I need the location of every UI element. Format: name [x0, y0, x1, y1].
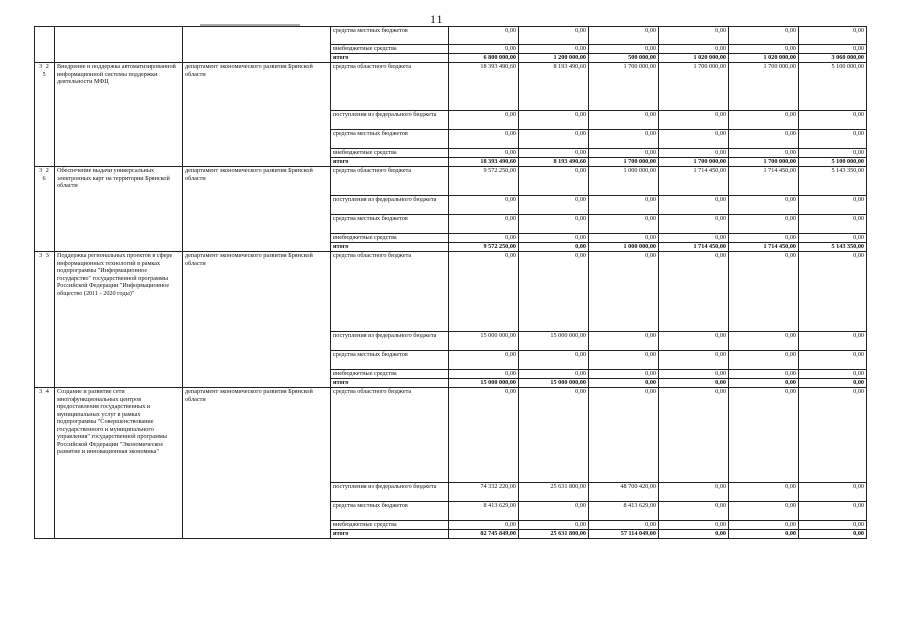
table-row — [35, 388, 867, 483]
amount-cell: 0,00 — [729, 215, 799, 234]
amount-cell: 0,00 — [799, 370, 867, 379]
amount-cell: 0,00 — [449, 196, 519, 215]
amount-cell: 0,00 — [659, 351, 729, 370]
amount-cell: 0,00 — [519, 502, 589, 521]
funding-source-cell: итого — [331, 54, 449, 63]
funding-source-cell: поступления из федерального бюджета — [331, 196, 449, 215]
amount-cell: 0,00 — [449, 149, 519, 158]
amount-cell: 0,00 — [729, 388, 799, 483]
amount-cell: 0,00 — [799, 388, 867, 483]
amount-cell: 0,00 — [449, 111, 519, 130]
amount-cell: 0,00 — [729, 252, 799, 332]
amount-cell: 0,00 — [589, 27, 659, 45]
amount-cell: 15 000 000,00 — [449, 332, 519, 351]
amount-cell: 0,00 — [729, 45, 799, 54]
item-code-cell — [35, 27, 55, 63]
amount-cell: 0,00 — [449, 234, 519, 243]
amount-cell: 0,00 — [519, 45, 589, 54]
funding-source-cell: средства областного бюджета — [331, 252, 449, 332]
table-row — [35, 167, 867, 196]
amount-cell: 0,00 — [449, 27, 519, 45]
amount-cell: 18 393 490,60 — [449, 63, 519, 111]
amount-cell: 1 714 450,00 — [729, 243, 799, 252]
amount-cell: 0,00 — [799, 530, 867, 539]
page-number: 11 — [430, 12, 444, 26]
amount-cell: 48 700 420,00 — [589, 483, 659, 502]
funding-source-cell: средства областного бюджета — [331, 167, 449, 196]
amount-cell: 0,00 — [659, 530, 729, 539]
amount-cell: 5 100 000,00 — [799, 158, 867, 167]
amount-cell: 0,00 — [519, 234, 589, 243]
funding-source-cell: внебюджетные средства — [331, 234, 449, 243]
executor-cell: департамент экономического развития Брянской области — [183, 252, 331, 388]
amount-cell: 5 100 000,00 — [799, 63, 867, 111]
amount-cell: 0,00 — [799, 332, 867, 351]
amount-cell: 0,00 — [589, 521, 659, 530]
amount-cell: 0,00 — [729, 370, 799, 379]
amount-cell: 1 700 000,00 — [659, 63, 729, 111]
executor-cell: департамент экономического развития Брянской области — [183, 388, 331, 539]
amount-cell: 0,00 — [449, 351, 519, 370]
amount-cell: 0,00 — [799, 379, 867, 388]
amount-cell: 0,00 — [729, 521, 799, 530]
amount-cell: 0,00 — [729, 379, 799, 388]
amount-cell: 0,00 — [729, 530, 799, 539]
funding-source-cell: итого — [331, 379, 449, 388]
amount-cell: 0,00 — [449, 130, 519, 149]
amount-cell: 1 020 000,00 — [659, 54, 729, 63]
executor-cell: департамент экономического развития Брянской области — [183, 167, 331, 252]
amount-cell: 0,00 — [799, 483, 867, 502]
amount-cell: 0,00 — [729, 111, 799, 130]
amount-cell: 0,00 — [449, 370, 519, 379]
amount-cell: 0,00 — [729, 332, 799, 351]
amount-cell: 0,00 — [519, 252, 589, 332]
amount-cell: 0,00 — [659, 234, 729, 243]
funding-source-cell: средства местных бюджетов — [331, 351, 449, 370]
amount-cell: 0,00 — [449, 388, 519, 483]
amount-cell: 0,00 — [659, 502, 729, 521]
amount-cell: 0,00 — [659, 45, 729, 54]
amount-cell: 1 200 000,00 — [519, 54, 589, 63]
amount-cell: 6 800 000,00 — [449, 54, 519, 63]
funding-source-cell: средства областного бюджета — [331, 63, 449, 111]
executor-cell: департамент экономического развития Брянской области — [183, 63, 331, 167]
amount-cell: 0,00 — [659, 370, 729, 379]
amount-cell: 0,00 — [519, 351, 589, 370]
amount-cell: 0,00 — [729, 483, 799, 502]
amount-cell: 0,00 — [519, 27, 589, 45]
amount-cell: 0,00 — [589, 130, 659, 149]
amount-cell: 1 714 450,00 — [729, 167, 799, 196]
amount-cell: 0,00 — [519, 111, 589, 130]
amount-cell: 0,00 — [729, 234, 799, 243]
table-row — [35, 252, 867, 332]
amount-cell: 0,00 — [519, 196, 589, 215]
amount-cell: 0,00 — [659, 252, 729, 332]
amount-cell: 82 745 849,00 — [449, 530, 519, 539]
amount-cell: 0,00 — [519, 370, 589, 379]
amount-cell: 0,00 — [799, 234, 867, 243]
amount-cell: 0,00 — [589, 370, 659, 379]
item-code-cell: 3 2 6 — [35, 167, 55, 252]
amount-cell: 0,00 — [659, 111, 729, 130]
amount-cell: 0,00 — [589, 196, 659, 215]
funding-source-cell: поступления из федерального бюджета — [331, 483, 449, 502]
amount-cell: 0,00 — [519, 130, 589, 149]
amount-cell: 0,00 — [799, 521, 867, 530]
amount-cell: 15 000 000,00 — [519, 332, 589, 351]
amount-cell: 0,00 — [799, 351, 867, 370]
item-name-cell: Внедрение и поддержка автоматизированной информационной системы поддержки деятельности МФЦ — [55, 63, 183, 167]
amount-cell: 0,00 — [519, 521, 589, 530]
amount-cell: 0,00 — [729, 130, 799, 149]
amount-cell: 0,00 — [519, 388, 589, 483]
amount-cell: 0,00 — [659, 379, 729, 388]
amount-cell: 0,00 — [589, 215, 659, 234]
item-code-cell: 3 4 — [35, 388, 55, 539]
funding-source-cell: средства местных бюджетов — [331, 502, 449, 521]
amount-cell: 0,00 — [589, 252, 659, 332]
amount-cell: 25 631 800,00 — [519, 483, 589, 502]
funding-source-cell: внебюджетные средства — [331, 521, 449, 530]
amount-cell: 1 714 450,00 — [659, 167, 729, 196]
amount-cell: 0,00 — [659, 215, 729, 234]
amount-cell: 500 000,00 — [589, 54, 659, 63]
amount-cell: 0,00 — [799, 252, 867, 332]
amount-cell: 0,00 — [589, 332, 659, 351]
amount-cell: 1 700 000,00 — [589, 63, 659, 111]
amount-cell: 0,00 — [589, 379, 659, 388]
amount-cell: 74 332 220,00 — [449, 483, 519, 502]
amount-cell: 0,00 — [449, 215, 519, 234]
funding-source-cell: внебюджетные средства — [331, 370, 449, 379]
amount-cell: 0,00 — [519, 149, 589, 158]
amount-cell: 0,00 — [519, 215, 589, 234]
amount-cell: 0,00 — [659, 332, 729, 351]
funding-source-cell: средства областного бюджета — [331, 388, 449, 483]
amount-cell: 0,00 — [589, 45, 659, 54]
funding-source-cell: итого — [331, 243, 449, 252]
amount-cell: 8 413 629,00 — [589, 502, 659, 521]
funding-source-cell: итого — [331, 158, 449, 167]
amount-cell: 0,00 — [729, 502, 799, 521]
amount-cell: 5 143 350,00 — [799, 243, 867, 252]
amount-cell: 0,00 — [449, 521, 519, 530]
amount-cell: 0,00 — [659, 483, 729, 502]
item-code-cell: 3 3 — [35, 252, 55, 388]
amount-cell: 57 114 049,00 — [589, 530, 659, 539]
amount-cell: 0,00 — [729, 27, 799, 45]
amount-cell: 0,00 — [589, 111, 659, 130]
amount-cell: 15 000 000,00 — [449, 379, 519, 388]
funding-source-cell: поступления из федерального бюджета — [331, 111, 449, 130]
amount-cell: 8 193 490,60 — [519, 63, 589, 111]
amount-cell: 0,00 — [659, 388, 729, 483]
amount-cell: 0,00 — [659, 521, 729, 530]
item-name-cell: Обеспечение выдачи универсальных электронных карт на территории Брянской области — [55, 167, 183, 252]
amount-cell: 0,00 — [799, 149, 867, 158]
amount-cell: 25 631 800,00 — [519, 530, 589, 539]
amount-cell: 0,00 — [519, 167, 589, 196]
amount-cell: 8 413 629,00 — [449, 502, 519, 521]
amount-cell: 8 193 490,60 — [519, 158, 589, 167]
funding-source-cell: поступления из федерального бюджета — [331, 332, 449, 351]
funding-source-cell: итого — [331, 530, 449, 539]
amount-cell: 1 000 000,00 — [589, 167, 659, 196]
executor-cell — [183, 27, 331, 63]
amount-cell: 0,00 — [659, 27, 729, 45]
amount-cell: 0,00 — [729, 351, 799, 370]
funding-source-cell: внебюджетные средства — [331, 149, 449, 158]
amount-cell: 5 143 350,00 — [799, 167, 867, 196]
amount-cell: 18 393 490,60 — [449, 158, 519, 167]
item-name-cell — [55, 27, 183, 63]
amount-cell: 0,00 — [799, 130, 867, 149]
amount-cell: 15 000 000,00 — [519, 379, 589, 388]
amount-cell: 0,00 — [799, 215, 867, 234]
amount-cell: 0,00 — [449, 252, 519, 332]
amount-cell: 0,00 — [519, 243, 589, 252]
amount-cell: 0,00 — [659, 196, 729, 215]
amount-cell: 0,00 — [589, 149, 659, 158]
amount-cell: 0,00 — [799, 502, 867, 521]
item-name-cell: Поддержка региональных проектов в сфере информационных технологий в рамках подпрограммы "Информационное государство" государственной программы Российской Федерации "Информационное общество (2011 - 2020 годы)" — [55, 252, 183, 388]
amount-cell: 0,00 — [799, 111, 867, 130]
funding-source-cell: средства местных бюджетов — [331, 215, 449, 234]
amount-cell: 0,00 — [589, 351, 659, 370]
budget-table — [34, 26, 867, 539]
amount-cell: 1 700 000,00 — [589, 158, 659, 167]
amount-cell: 1 000 000,00 — [589, 243, 659, 252]
amount-cell: 1 700 000,00 — [659, 158, 729, 167]
amount-cell: 0,00 — [589, 388, 659, 483]
amount-cell: 1 700 000,00 — [729, 63, 799, 111]
funding-source-cell: средства местных бюджетов — [331, 27, 449, 45]
amount-cell: 0,00 — [659, 149, 729, 158]
amount-cell: 0,00 — [799, 45, 867, 54]
amount-cell: 9 572 250,00 — [449, 243, 519, 252]
amount-cell: 1 020 000,00 — [729, 54, 799, 63]
table-row — [35, 63, 867, 111]
amount-cell: 1 714 450,00 — [659, 243, 729, 252]
amount-cell: 0,00 — [729, 196, 799, 215]
item-code-cell: 3 2 5 — [35, 63, 55, 167]
amount-cell: 0,00 — [799, 27, 867, 45]
funding-source-cell: средства местных бюджетов — [331, 130, 449, 149]
amount-cell: 9 572 250,00 — [449, 167, 519, 196]
amount-cell: 0,00 — [659, 130, 729, 149]
item-name-cell: Создание и развитие сети многофункциональных центров предоставления государственных и муниципальных услуг в рамках подпрограммы "Совершенствование государственного и муниципального управления" государственной программы Российской Федерации "Экономическое развитие и инновационная экономика" — [55, 388, 183, 539]
amount-cell: 0,00 — [799, 196, 867, 215]
amount-cell: 1 700 000,00 — [729, 158, 799, 167]
amount-cell: 3 060 000,00 — [799, 54, 867, 63]
amount-cell: 0,00 — [589, 234, 659, 243]
amount-cell: 0,00 — [729, 149, 799, 158]
amount-cell: 0,00 — [449, 45, 519, 54]
table-row — [35, 27, 867, 45]
funding-source-cell: внебюджетные средства — [331, 45, 449, 54]
